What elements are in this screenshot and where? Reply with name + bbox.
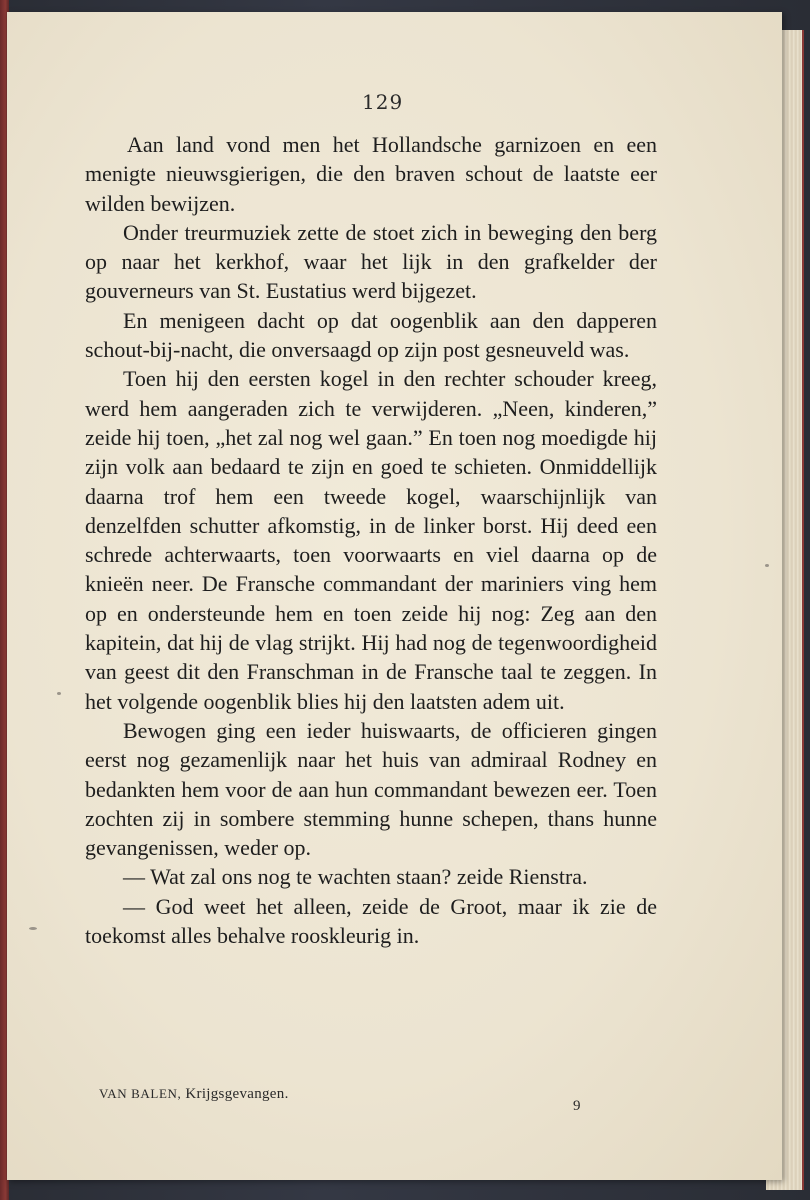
footer-credit [99,1086,289,1103]
paragraph: Bewogen ging een ieder huiswaarts, de officieren gingen eerst nog gezamenlijk naar het huis van admiraal Rodney en bedankten hem voor de aan hun commandant bewezen eer. Toen zochten zij in sombere stemming hunne schepen, thans hunne gevangenissen, weder op. [85,717,657,861]
paragraph: Onder treurmuziek zette de stoet zich in beweging den berg op naar het kerkhof, waar het lijk in den grafkelder der gouverneurs van St. Eustatius werd bijgezet. [85,219,657,304]
footer-author: VAN BALEN, [99,1086,182,1101]
body-text [85,130,657,950]
paper-speck [29,927,37,930]
footer-title: Krijgsgevangen. [185,1086,289,1102]
dialogue-line: — Wat zal ons nog te wachten staan? zeide Rienstra. [123,864,588,890]
paragraph: Toen hij den eersten kogel in den rechter schouder kreeg, werd hem aangeraden zich te verwijderen. „Neen, kinderen,” zeide hij toen, „het zal nog wel gaan.” En toen nog moedigde hij zijn volk aan bedaard te zijn en goed te schieten. Onmiddellijk daarna trof hem een tweede kogel, waarschijnlijk van denzelfden schutter afkomstig, in de linker borst. Hij deed een schrede achterwaarts, toen voorwaarts en viel daarna op de knieën neer. De Fransche commandant der mariniers ving hem op en ondersteunde hem en toen zeide hij nog: Zeg aan den kapitein, dat hij de vlag strijkt. Hij had nog de tegenwoordigheid van geest dit den Franschman in de Fransche taal te zeggen. In het volgende oogenblik blies hij den laatsten adem uit. [85,366,657,714]
dialogue-line: — God weet het alleen, zeide de Groot, maar ik zie de toekomst alles behalve rooskleurig in. [85,893,657,949]
signature-mark: 9 [573,1098,581,1114]
paragraph: En menigeen dacht op dat oogenblik aan den dapperen schout-bij-nacht, die onversaagd op zijn post gesneuveld was. [85,307,657,363]
paragraph: Aan land vond men het Hollandsche garnizoen en een menigte nieuwsgierigen, die den braven schout de laatste eer wilden bewijzen. [85,132,657,216]
page-number: 129 [362,90,404,114]
paper-speck [765,564,769,567]
book-page [7,12,782,1180]
paper-speck [57,692,61,695]
